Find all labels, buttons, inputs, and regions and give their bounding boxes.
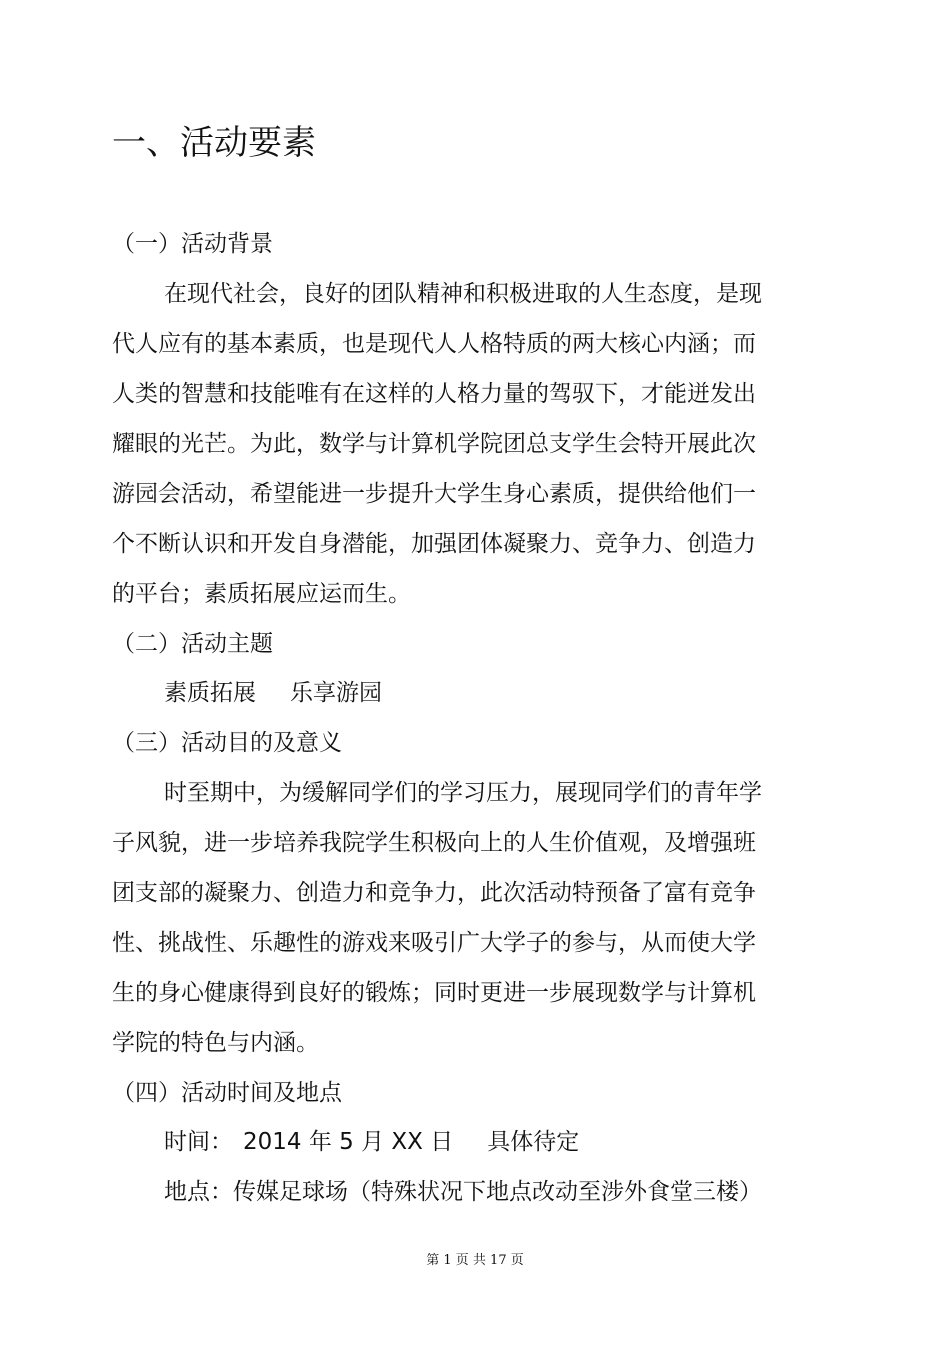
place-label: 地点： [164, 1179, 233, 1205]
section-title-time-place: （四）活动时间及地点 [112, 1080, 342, 1106]
place-value: 传媒足球场（特殊状况下地点改动至涉外食堂三楼） [233, 1179, 762, 1205]
paragraph-line: 团支部的凝聚力、创造力和竞争力，此次活动特预备了富有竞争 [112, 880, 756, 906]
paragraph-line: 学院的特色与内涵。 [112, 1030, 319, 1056]
page-heading: 一、活动要素 [112, 123, 316, 163]
time-note: 具体待定 [487, 1129, 580, 1155]
section-title-background: （一）活动背景 [112, 231, 273, 257]
theme-line [164, 677, 382, 709]
theme-part-2: 乐享游园 [290, 680, 382, 706]
time-label: 时间： [164, 1129, 233, 1155]
paragraph-line: 生的身心健康得到良好的锻炼；同时更进一步展现数学与计算机 [112, 980, 756, 1006]
theme-part-1: 素质拓展 [164, 680, 256, 706]
paragraph-line: 子风貌，进一步培养我院学生积极向上的人生价值观，及增强班 [112, 830, 756, 856]
page-footer: 第 1 页 共 17 页 [426, 1253, 524, 1268]
paragraph-line: 性、挑战性、乐趣性的游戏来吸引广大学子的参与，从而使大学 [112, 930, 756, 956]
paragraph-line: 人类的智慧和技能唯有在这样的人格力量的驾驭下，才能迸发出 [112, 381, 756, 407]
paragraph-line: 耀眼的光芒。为此，数学与计算机学院团总支学生会特开展此次 [112, 431, 756, 457]
section-title-theme: （二）活动主题 [112, 631, 273, 657]
place-line [164, 1176, 762, 1208]
time-line [164, 1126, 579, 1158]
time-value: 2014 年 5 月 XX 日 [243, 1129, 454, 1155]
paragraph-line: 代人应有的基本素质，也是现代人人格特质的两大核心内涵；而 [112, 331, 756, 357]
paragraph-line: 时至期中，为缓解同学们的学习压力，展现同学们的青年学 [164, 780, 762, 806]
paragraph-line: 个不断认识和开发自身潜能，加强团体凝聚力、竞争力、创造力 [112, 531, 756, 557]
paragraph-line: 在现代社会，良好的团队精神和积极进取的人生态度，是现 [164, 281, 762, 307]
paragraph-line: 的平台；素质拓展应运而生。 [112, 581, 411, 607]
paragraph-line: 游园会活动，希望能进一步提升大学生身心素质，提供给他们一 [112, 481, 756, 507]
section-title-purpose: （三）活动目的及意义 [112, 730, 342, 756]
